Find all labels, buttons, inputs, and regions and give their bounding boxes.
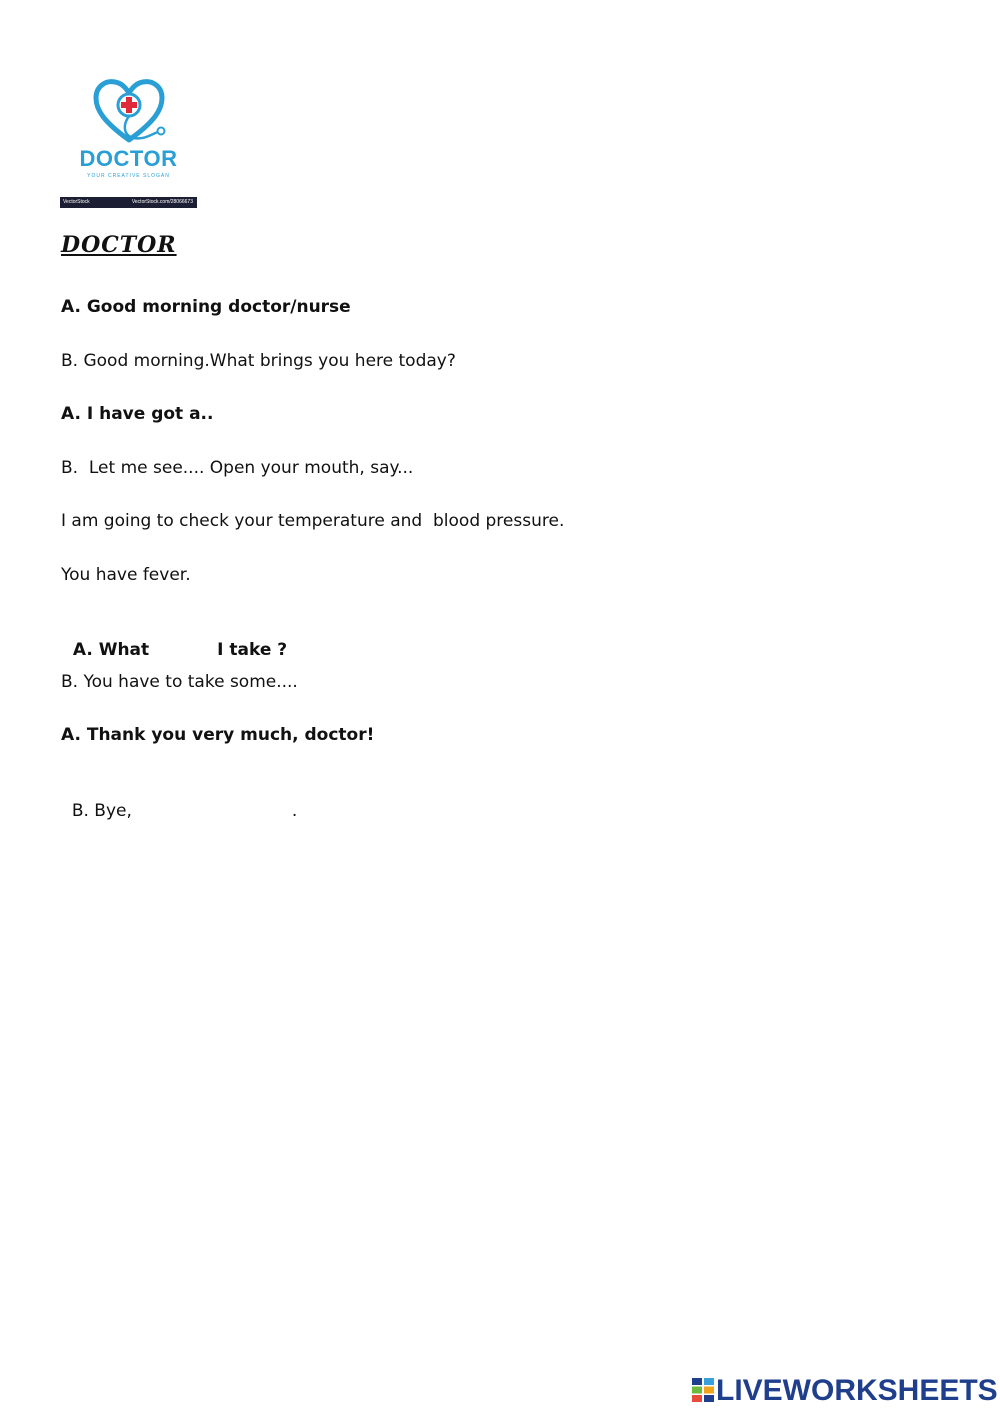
- liveworksheets-wordmark: LIVEWORKSHEETS: [716, 1374, 998, 1407]
- heart-stethoscope-icon: [74, 74, 184, 148]
- watermark-right: VectorStock.com/28066673: [131, 199, 193, 205]
- dialogue-line-1: A. Good morning doctor/nurse: [61, 297, 351, 317]
- page-title: DOCTOR: [61, 232, 177, 258]
- line-7-end: I take ?: [217, 640, 288, 660]
- stock-watermark-bar: [60, 197, 197, 208]
- dialogue-line-2: B. Good morning.What brings you here today?: [61, 351, 456, 371]
- dialogue-line-5: I am going to check your temperature and blood pressure.: [61, 511, 565, 531]
- dialogue-line-4: B. Let me see.... Open your mouth, say...: [61, 458, 414, 478]
- dialogue-line-10: [61, 778, 297, 822]
- logo-wordmark: DOCTOR: [79, 146, 178, 171]
- liveworksheets-grid-icon: [692, 1378, 714, 1402]
- line-10-start: B. Bye,: [71, 801, 132, 821]
- dialogue-line-7: [61, 617, 287, 661]
- line-7-start: A. What: [72, 640, 150, 660]
- dialogue-line-6: You have fever.: [61, 565, 191, 585]
- dialogue-line-8: B. You have to take some....: [61, 672, 298, 692]
- dialogue-line-3: A. I have got a..: [61, 404, 214, 424]
- logo-slogan: YOUR CREATIVE SLOGAN: [87, 173, 170, 179]
- dialogue-line-9: A. Thank you very much, doctor!: [61, 725, 375, 745]
- line-10-end: .: [291, 801, 298, 821]
- watermark-left: VectorStock: [63, 199, 90, 205]
- doctor-logo: [60, 70, 197, 208]
